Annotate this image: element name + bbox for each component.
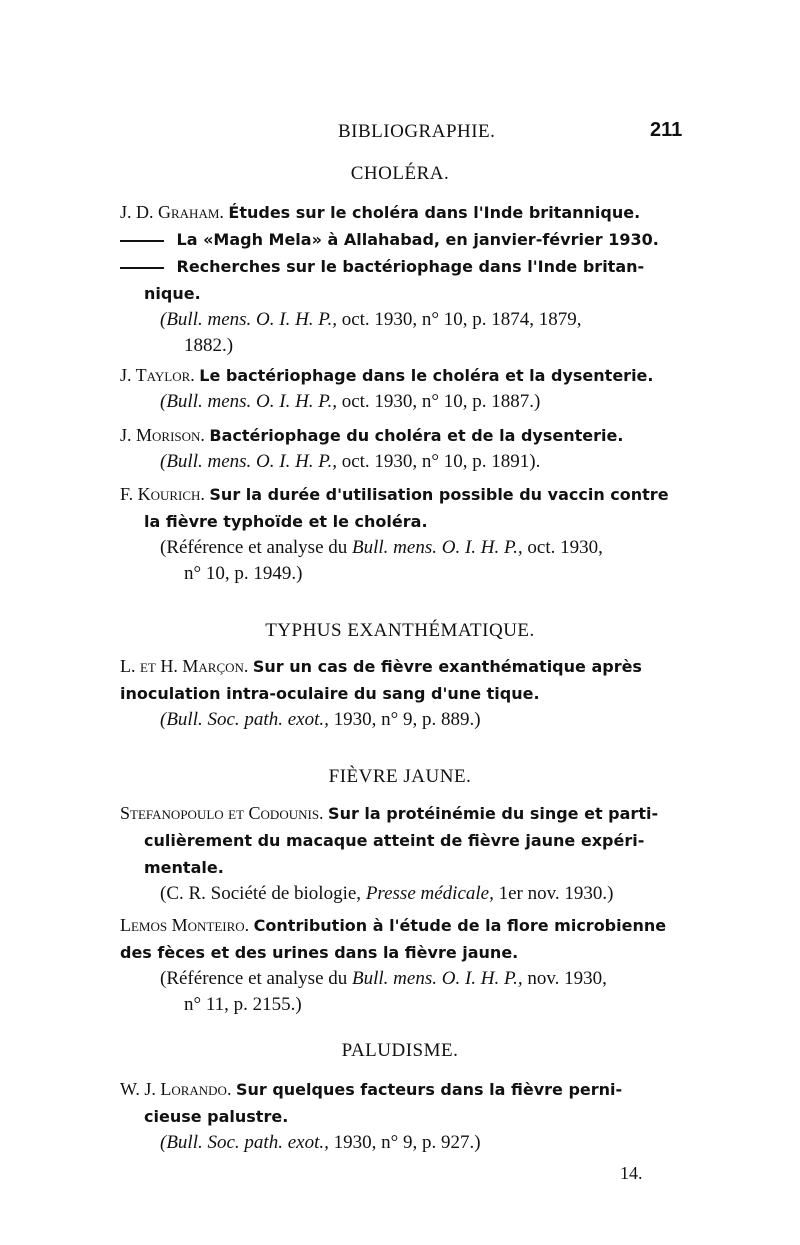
entry-reference [120, 966, 700, 992]
entry-title: des fèces et des urines dans la fièvre jaune. [120, 943, 519, 962]
entry-taylor [120, 362, 700, 415]
entry-kourich [120, 481, 700, 587]
entry-author: L. et H. Marçon. [120, 656, 249, 676]
entry-stefanopoulo [120, 800, 700, 907]
entry-author: J. Taylor. [120, 365, 195, 385]
reference-detail: (Référence et analyse du [160, 537, 348, 558]
entry-reference-cont: 1882.) [184, 335, 234, 356]
signature-mark: 14. [620, 1163, 643, 1183]
entry-reference [120, 307, 700, 333]
entry-title: Recherches sur le bactériophage dans l'Inde britan- [176, 257, 645, 276]
journal-name: Presse médicale, [365, 883, 494, 904]
entry-title: cieuse palustre. [144, 1107, 289, 1126]
section-title-paludisme: PALUDISME. [341, 1040, 459, 1061]
journal-name: (Bull. Soc. path. exot., [160, 709, 329, 730]
reference-detail: (Référence et analyse du [160, 968, 348, 989]
entry-reference [120, 535, 700, 561]
entry-author: W. J. Lorando. [120, 1079, 232, 1099]
reference-detail: (C. R. Société de biologie, [160, 883, 362, 904]
entry-title: culièrement du macaque atteint de fièvre jaune expéri- [144, 831, 645, 850]
reference-detail: oct. 1930, n° 10, p. 1891). [341, 451, 541, 472]
reference-detail: oct. 1930, [527, 537, 603, 558]
entry-author: J. Morison. [120, 425, 205, 445]
entry-title: inoculation intra-oculaire du sang d'une tique. [120, 684, 540, 703]
entry-author: J. D. Graham. [120, 202, 224, 222]
journal-name: (Bull. mens. O. I. H. P., [160, 451, 337, 472]
entry-morison [120, 422, 700, 475]
entry-reference [120, 707, 700, 733]
entry-graham [120, 199, 700, 359]
section-title-fievre-jaune: FIÈVRE JAUNE. [328, 766, 472, 787]
entry-reference [120, 449, 700, 475]
journal-name: (Bull. mens. O. I. H. P., [160, 391, 337, 412]
reference-detail: 1er nov. 1930.) [498, 883, 614, 904]
entry-title: Bactériophage du choléra et de la dysenterie. [209, 426, 624, 445]
entry-title: Sur quelques facteurs dans la fièvre perni- [235, 1080, 623, 1099]
ditto-dash [120, 240, 164, 242]
section-title-cholera: CHOLÉRA. [350, 163, 450, 184]
reference-detail: oct. 1930, n° 10, p. 1887.) [341, 391, 541, 412]
entry-monteiro [120, 912, 700, 1018]
entry-reference [120, 881, 700, 907]
entry-title: la fièvre typhoïde et le choléra. [144, 512, 428, 531]
ditto-dash [120, 267, 164, 269]
entry-reference [120, 1130, 700, 1156]
entry-title: mentale. [144, 858, 224, 877]
entry-reference-cont: n° 11, p. 2155.) [184, 994, 302, 1015]
entry-title: Contribution à l'étude de la flore microbienne [253, 916, 667, 935]
entry-title: Études sur le choléra dans l'Inde britannique. [228, 203, 641, 222]
reference-detail: 1930, n° 9, p. 889.) [333, 709, 481, 730]
journal-name: (Bull. mens. O. I. H. P., [160, 309, 337, 330]
entry-lorando [120, 1076, 700, 1156]
entry-title: Sur la protéinémie du singe et parti- [328, 804, 659, 823]
journal-name: Bull. mens. O. I. H. P., [352, 968, 523, 989]
page-number: 211 [650, 119, 683, 141]
entry-title: La «Magh Mela» à Allahabad, en janvier-février 1930. [176, 230, 659, 249]
section-title-typhus: TYPHUS EXANTHÉMATIQUE. [265, 620, 535, 641]
entry-title: Sur la durée d'utilisation possible du vaccin contre [209, 485, 669, 504]
entry-author: Stefanopoulo et Codounis. [120, 803, 324, 823]
entry-author: F. Kourich. [120, 484, 205, 504]
entry-title: Sur un cas de fièvre exanthématique après [252, 657, 642, 676]
entry-reference-cont: n° 10, p. 1949.) [184, 563, 303, 584]
reference-detail: 1930, n° 9, p. 927.) [333, 1132, 481, 1153]
journal-name: Bull. mens. O. I. H. P., [352, 537, 523, 558]
entry-title: nique. [144, 284, 201, 303]
reference-detail: oct. 1930, n° 10, p. 1874, 1879, [341, 309, 582, 330]
running-title: BIBLIOGRAPHIE. [338, 121, 496, 142]
entry-marcon [120, 653, 700, 733]
entry-reference [120, 389, 700, 415]
entry-title: Le bactériophage dans le choléra et la dysenterie. [199, 366, 654, 385]
journal-name: (Bull. Soc. path. exot., [160, 1132, 329, 1153]
reference-detail: nov. 1930, [527, 968, 607, 989]
entry-author: Lemos Monteiro. [120, 915, 250, 935]
